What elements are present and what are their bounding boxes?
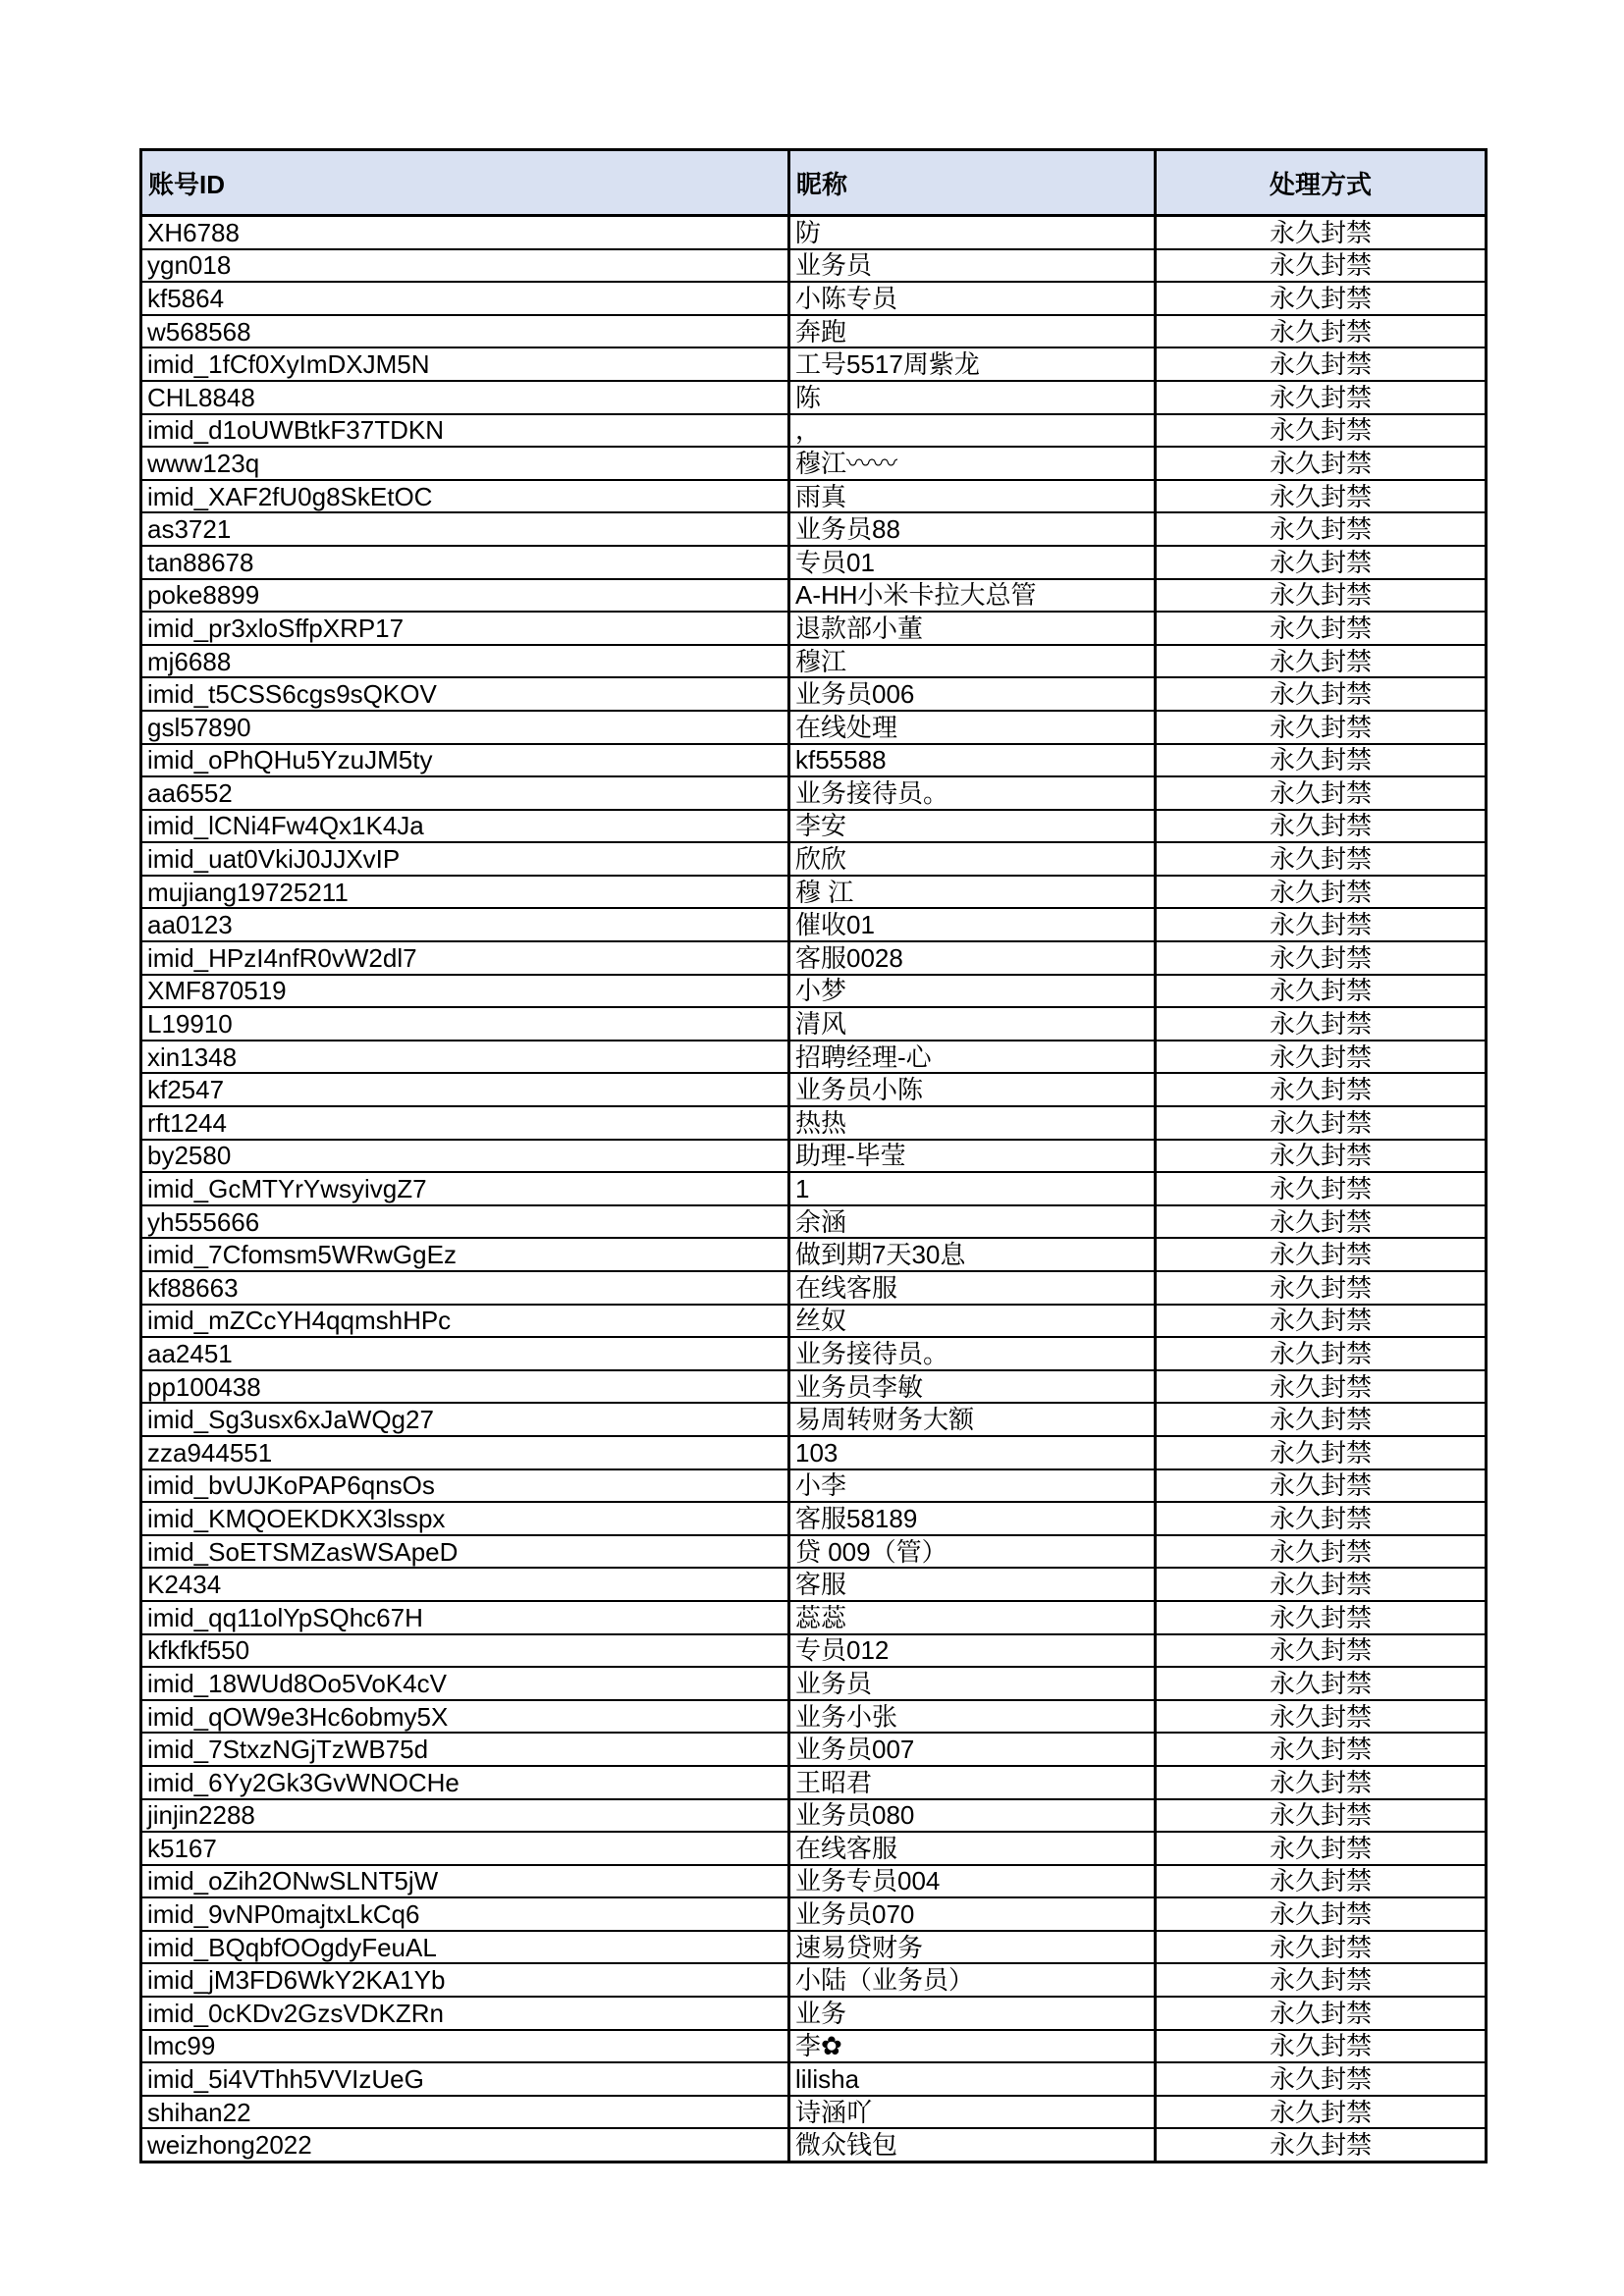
table-row: [141, 1041, 1487, 1074]
account-id-cell: CHL8848: [141, 381, 789, 414]
account-id-cell: lmc99: [141, 2030, 789, 2063]
action-cell: 永久封禁: [1156, 1568, 1487, 1601]
table-row: [141, 876, 1487, 909]
nickname-cell: 穆江: [789, 645, 1156, 678]
table-row: [141, 216, 1487, 249]
action-cell: 永久封禁: [1156, 1997, 1487, 2030]
account-id-cell: shihan22: [141, 2096, 789, 2129]
nickname-cell: 业务员007: [789, 1733, 1156, 1766]
account-id-cell: zza944551: [141, 1436, 789, 1469]
nickname-cell: 穆 江: [789, 876, 1156, 909]
action-cell: 永久封禁: [1156, 776, 1487, 810]
action-cell: 永久封禁: [1156, 1963, 1487, 1997]
account-id-cell: imid_oPhQHu5YzuJM5ty: [141, 744, 789, 777]
table-row: [141, 1370, 1487, 1404]
table-row: [141, 347, 1487, 381]
table-row: [141, 414, 1487, 448]
table-row: [141, 315, 1487, 348]
action-cell: 永久封禁: [1156, 1106, 1487, 1140]
nickname-cell: 欣欣: [789, 842, 1156, 876]
table-row: [141, 1535, 1487, 1569]
table-row: [141, 1073, 1487, 1106]
nickname-cell: 专员01: [789, 546, 1156, 579]
table-row: [141, 480, 1487, 513]
table-row: [141, 1238, 1487, 1271]
table-row: [141, 1469, 1487, 1503]
nickname-cell: 103: [789, 1436, 1156, 1469]
table-row: [141, 975, 1487, 1008]
nickname-cell: 业务接待员。: [789, 776, 1156, 810]
account-id-cell: by2580: [141, 1140, 789, 1173]
table-row: [141, 1963, 1487, 1997]
table-row: [141, 1634, 1487, 1668]
action-cell: 永久封禁: [1156, 2128, 1487, 2162]
account-id-cell: imid_d1oUWBtkF37TDKN: [141, 414, 789, 448]
nickname-cell: 业务员070: [789, 1897, 1156, 1931]
account-id-cell: imid_7StxzNGjTzWB75d: [141, 1733, 789, 1766]
table-row: [141, 2030, 1487, 2063]
action-cell: 永久封禁: [1156, 908, 1487, 941]
header-account-id: 账号ID: [141, 150, 789, 216]
action-cell: 永久封禁: [1156, 1007, 1487, 1041]
nickname-cell: 业务员: [789, 249, 1156, 283]
account-id-cell: aa2451: [141, 1337, 789, 1370]
table-row: [141, 612, 1487, 645]
action-cell: 永久封禁: [1156, 1041, 1487, 1074]
account-id-cell: jinjin2288: [141, 1799, 789, 1833]
nickname-cell: 在线处理: [789, 711, 1156, 744]
action-cell: 永久封禁: [1156, 1403, 1487, 1436]
action-cell: 永久封禁: [1156, 546, 1487, 579]
action-cell: 永久封禁: [1156, 1799, 1487, 1833]
account-id-cell: imid_qq11olYpSQhc67H: [141, 1601, 789, 1634]
nickname-cell: 做到期7天30息: [789, 1238, 1156, 1271]
account-id-cell: kf2547: [141, 1073, 789, 1106]
header-nickname: 昵称: [789, 150, 1156, 216]
account-id-cell: w568568: [141, 315, 789, 348]
nickname-cell: 热热: [789, 1106, 1156, 1140]
nickname-cell: 在线客服: [789, 1271, 1156, 1305]
action-cell: 永久封禁: [1156, 1502, 1487, 1535]
nickname-cell: 在线客服: [789, 1832, 1156, 1865]
action-cell: 永久封禁: [1156, 1897, 1487, 1931]
account-id-cell: ygn018: [141, 249, 789, 283]
action-cell: 永久封禁: [1156, 1238, 1487, 1271]
action-cell: 永久封禁: [1156, 2096, 1487, 2129]
nickname-cell: 王昭君: [789, 1766, 1156, 1799]
action-cell: 永久封禁: [1156, 1140, 1487, 1173]
action-cell: 永久封禁: [1156, 249, 1487, 283]
table-row: [141, 381, 1487, 414]
account-id-cell: imid_5i4VThh5VVIzUeG: [141, 2062, 789, 2096]
account-id-cell: imid_18WUd8Oo5VoK4cV: [141, 1667, 789, 1700]
account-id-cell: kfkfkf550: [141, 1634, 789, 1668]
table-row: [141, 908, 1487, 941]
account-id-cell: imid_Sg3usx6xJaWQg27: [141, 1403, 789, 1436]
table-row: [141, 1271, 1487, 1305]
table-row: [141, 546, 1487, 579]
table-row: [141, 1436, 1487, 1469]
header-action: 处理方式: [1156, 150, 1487, 216]
table-row: [141, 282, 1487, 315]
account-id-cell: pp100438: [141, 1370, 789, 1404]
action-cell: 永久封禁: [1156, 1766, 1487, 1799]
account-id-cell: imid_SoETSMZasWSApeD: [141, 1535, 789, 1569]
action-cell: 永久封禁: [1156, 347, 1487, 381]
nickname-cell: 小陈专员: [789, 282, 1156, 315]
table-row: [141, 1700, 1487, 1734]
action-cell: 永久封禁: [1156, 1469, 1487, 1503]
nickname-cell: 业务接待员。: [789, 1337, 1156, 1370]
account-id-cell: imid_BQqbfOOgdyFeuAL: [141, 1931, 789, 1964]
account-id-cell: as3721: [141, 512, 789, 546]
nickname-cell: A-HH小米卡拉大总管: [789, 579, 1156, 613]
nickname-cell: 客服: [789, 1568, 1156, 1601]
table-row: [141, 1007, 1487, 1041]
table-row: [141, 1205, 1487, 1239]
account-id-cell: imid_7Cfomsm5WRwGgEz: [141, 1238, 789, 1271]
nickname-cell: 招聘经理-心: [789, 1041, 1156, 1074]
action-cell: 永久封禁: [1156, 1865, 1487, 1898]
action-cell: 永久封禁: [1156, 1535, 1487, 1569]
action-cell: 永久封禁: [1156, 480, 1487, 513]
table-row: [141, 2062, 1487, 2096]
account-id-cell: imid_lCNi4Fw4Qx1K4Ja: [141, 810, 789, 843]
table-row: [141, 842, 1487, 876]
action-cell: 永久封禁: [1156, 579, 1487, 613]
nickname-cell: 1: [789, 1172, 1156, 1205]
nickname-cell: 清风: [789, 1007, 1156, 1041]
action-cell: 永久封禁: [1156, 1634, 1487, 1668]
nickname-cell: 业务员080: [789, 1799, 1156, 1833]
action-cell: 永久封禁: [1156, 282, 1487, 315]
nickname-cell: 速易贷财务: [789, 1931, 1156, 1964]
nickname-cell: 客服0028: [789, 941, 1156, 975]
nickname-cell: 奔跑: [789, 315, 1156, 348]
nickname-cell: 易周转财务大额: [789, 1403, 1156, 1436]
table-row: [141, 447, 1487, 480]
nickname-cell: 业务员李敏: [789, 1370, 1156, 1404]
table-row: [141, 1897, 1487, 1931]
account-id-cell: imid_KMQOEKDKX3lsspx: [141, 1502, 789, 1535]
ban-list-table: [139, 148, 1488, 2163]
nickname-cell: 蕊蕊: [789, 1601, 1156, 1634]
action-cell: 永久封禁: [1156, 810, 1487, 843]
account-id-cell: kf88663: [141, 1271, 789, 1305]
action-cell: 永久封禁: [1156, 876, 1487, 909]
account-id-cell: imid_mZCcYH4qqmshHPc: [141, 1305, 789, 1338]
nickname-cell: 专员012: [789, 1634, 1156, 1668]
account-id-cell: aa6552: [141, 776, 789, 810]
action-cell: 永久封禁: [1156, 1667, 1487, 1700]
table-row: [141, 1799, 1487, 1833]
action-cell: 永久封禁: [1156, 315, 1487, 348]
account-id-cell: imid_1fCf0XyImDXJM5N: [141, 347, 789, 381]
table-row: [141, 1172, 1487, 1205]
nickname-cell: kf55588: [789, 744, 1156, 777]
action-cell: 永久封禁: [1156, 512, 1487, 546]
action-cell: 永久封禁: [1156, 1832, 1487, 1865]
nickname-cell: 雨真: [789, 480, 1156, 513]
nickname-cell: 小梦: [789, 975, 1156, 1008]
table-row: [141, 810, 1487, 843]
nickname-cell: 诗涵吖: [789, 2096, 1156, 2129]
action-cell: 永久封禁: [1156, 612, 1487, 645]
nickname-cell: 小陆（业务员）: [789, 1963, 1156, 1997]
action-cell: 永久封禁: [1156, 1305, 1487, 1338]
table-row: [141, 1568, 1487, 1601]
table-row: [141, 744, 1487, 777]
account-id-cell: yh555666: [141, 1205, 789, 1239]
action-cell: 永久封禁: [1156, 414, 1487, 448]
account-id-cell: tan88678: [141, 546, 789, 579]
action-cell: 永久封禁: [1156, 1205, 1487, 1239]
action-cell: 永久封禁: [1156, 2062, 1487, 2096]
table-row: [141, 1832, 1487, 1865]
action-cell: 永久封禁: [1156, 381, 1487, 414]
table-row: [141, 776, 1487, 810]
action-cell: 永久封禁: [1156, 1931, 1487, 1964]
action-cell: 永久封禁: [1156, 216, 1487, 249]
nickname-cell: 微众钱包: [789, 2128, 1156, 2162]
action-cell: 永久封禁: [1156, 744, 1487, 777]
nickname-cell: 业务员88: [789, 512, 1156, 546]
account-id-cell: aa0123: [141, 908, 789, 941]
account-id-cell: gsl57890: [141, 711, 789, 744]
account-id-cell: imid_t5CSS6cgs9sQKOV: [141, 677, 789, 711]
nickname-cell: lilisha: [789, 2062, 1156, 2096]
nickname-cell: 李✿: [789, 2030, 1156, 2063]
nickname-cell: 业务员006: [789, 677, 1156, 711]
nickname-cell: 工号5517周紫龙: [789, 347, 1156, 381]
account-id-cell: imid_jM3FD6WkY2KA1Yb: [141, 1963, 789, 1997]
account-id-cell: imid_pr3xloSffpXRP17: [141, 612, 789, 645]
header-row: [141, 150, 1487, 216]
action-cell: 永久封禁: [1156, 447, 1487, 480]
action-cell: 永久封禁: [1156, 1271, 1487, 1305]
action-cell: 永久封禁: [1156, 2030, 1487, 2063]
nickname-cell: 业务专员004: [789, 1865, 1156, 1898]
account-id-cell: imid_oZih2ONwSLNT5jW: [141, 1865, 789, 1898]
table-row: [141, 1305, 1487, 1338]
action-cell: 永久封禁: [1156, 711, 1487, 744]
action-cell: 永久封禁: [1156, 1700, 1487, 1734]
account-id-cell: XH6788: [141, 216, 789, 249]
nickname-cell: 余涵: [789, 1205, 1156, 1239]
account-id-cell: rft1244: [141, 1106, 789, 1140]
table-row: [141, 1667, 1487, 1700]
table-row: [141, 579, 1487, 613]
table-row: [141, 645, 1487, 678]
table-row: [141, 1403, 1487, 1436]
nickname-cell: 陈: [789, 381, 1156, 414]
action-cell: 永久封禁: [1156, 1601, 1487, 1634]
table-row: [141, 1865, 1487, 1898]
account-id-cell: imid_0cKDv2GzsVDKZRn: [141, 1997, 789, 2030]
nickname-cell: 防: [789, 216, 1156, 249]
nickname-cell: 客服58189: [789, 1502, 1156, 1535]
table-row: [141, 249, 1487, 283]
account-id-cell: imid_HPzI4nfR0vW2dl7: [141, 941, 789, 975]
account-id-cell: imid_bvUJKoPAP6qnsOs: [141, 1469, 789, 1503]
table-row: [141, 677, 1487, 711]
table-row: [141, 1106, 1487, 1140]
account-id-cell: imid_6Yy2Gk3GvWNOCHe: [141, 1766, 789, 1799]
nickname-cell: 李安: [789, 810, 1156, 843]
table-row: [141, 1502, 1487, 1535]
nickname-cell: 丝奴: [789, 1305, 1156, 1338]
action-cell: 永久封禁: [1156, 1073, 1487, 1106]
account-id-cell: imid_GcMTYrYwsyivgZ7: [141, 1172, 789, 1205]
account-id-cell: imid_9vNP0majtxLkCq6: [141, 1897, 789, 1931]
action-cell: 永久封禁: [1156, 1172, 1487, 1205]
account-id-cell: mj6688: [141, 645, 789, 678]
nickname-cell: 业务小张: [789, 1700, 1156, 1734]
table-row: [141, 1733, 1487, 1766]
table-row: [141, 1931, 1487, 1964]
account-id-cell: imid_qOW9e3Hc6obmy5X: [141, 1700, 789, 1734]
account-id-cell: L19910: [141, 1007, 789, 1041]
table-row: [141, 1766, 1487, 1799]
table-row: [141, 1140, 1487, 1173]
action-cell: 永久封禁: [1156, 1370, 1487, 1404]
nickname-cell: 助理-毕莹: [789, 1140, 1156, 1173]
account-id-cell: k5167: [141, 1832, 789, 1865]
account-id-cell: www123q: [141, 447, 789, 480]
table-row: [141, 941, 1487, 975]
action-cell: 永久封禁: [1156, 645, 1487, 678]
table-row: [141, 2096, 1487, 2129]
action-cell: 永久封禁: [1156, 941, 1487, 975]
action-cell: 永久封禁: [1156, 1733, 1487, 1766]
table-row: [141, 1337, 1487, 1370]
nickname-cell: 退款部小董: [789, 612, 1156, 645]
action-cell: 永久封禁: [1156, 1337, 1487, 1370]
nickname-cell: 业务员: [789, 1667, 1156, 1700]
table-row: [141, 711, 1487, 744]
nickname-cell: 业务员小陈: [789, 1073, 1156, 1106]
account-id-cell: XMF870519: [141, 975, 789, 1008]
action-cell: 永久封禁: [1156, 842, 1487, 876]
account-id-cell: poke8899: [141, 579, 789, 613]
nickname-cell: 小李: [789, 1469, 1156, 1503]
account-id-cell: K2434: [141, 1568, 789, 1601]
table-row: [141, 1997, 1487, 2030]
nickname-cell: 贷 009（管）: [789, 1535, 1156, 1569]
account-id-cell: xin1348: [141, 1041, 789, 1074]
account-id-cell: kf5864: [141, 282, 789, 315]
nickname-cell: 催收01: [789, 908, 1156, 941]
account-id-cell: mujiang19725211: [141, 876, 789, 909]
account-id-cell: weizhong2022: [141, 2128, 789, 2162]
table-row: [141, 512, 1487, 546]
nickname-cell: 业务: [789, 1997, 1156, 2030]
action-cell: 永久封禁: [1156, 1436, 1487, 1469]
action-cell: 永久封禁: [1156, 975, 1487, 1008]
action-cell: 永久封禁: [1156, 677, 1487, 711]
account-id-cell: imid_uat0VkiJ0JJXvIP: [141, 842, 789, 876]
table-row: [141, 2128, 1487, 2162]
nickname-cell: 穆江〰〰: [789, 447, 1156, 480]
table-row: [141, 1601, 1487, 1634]
account-id-cell: imid_XAF2fU0g8SkEtOC: [141, 480, 789, 513]
nickname-cell: ，: [789, 414, 1156, 448]
